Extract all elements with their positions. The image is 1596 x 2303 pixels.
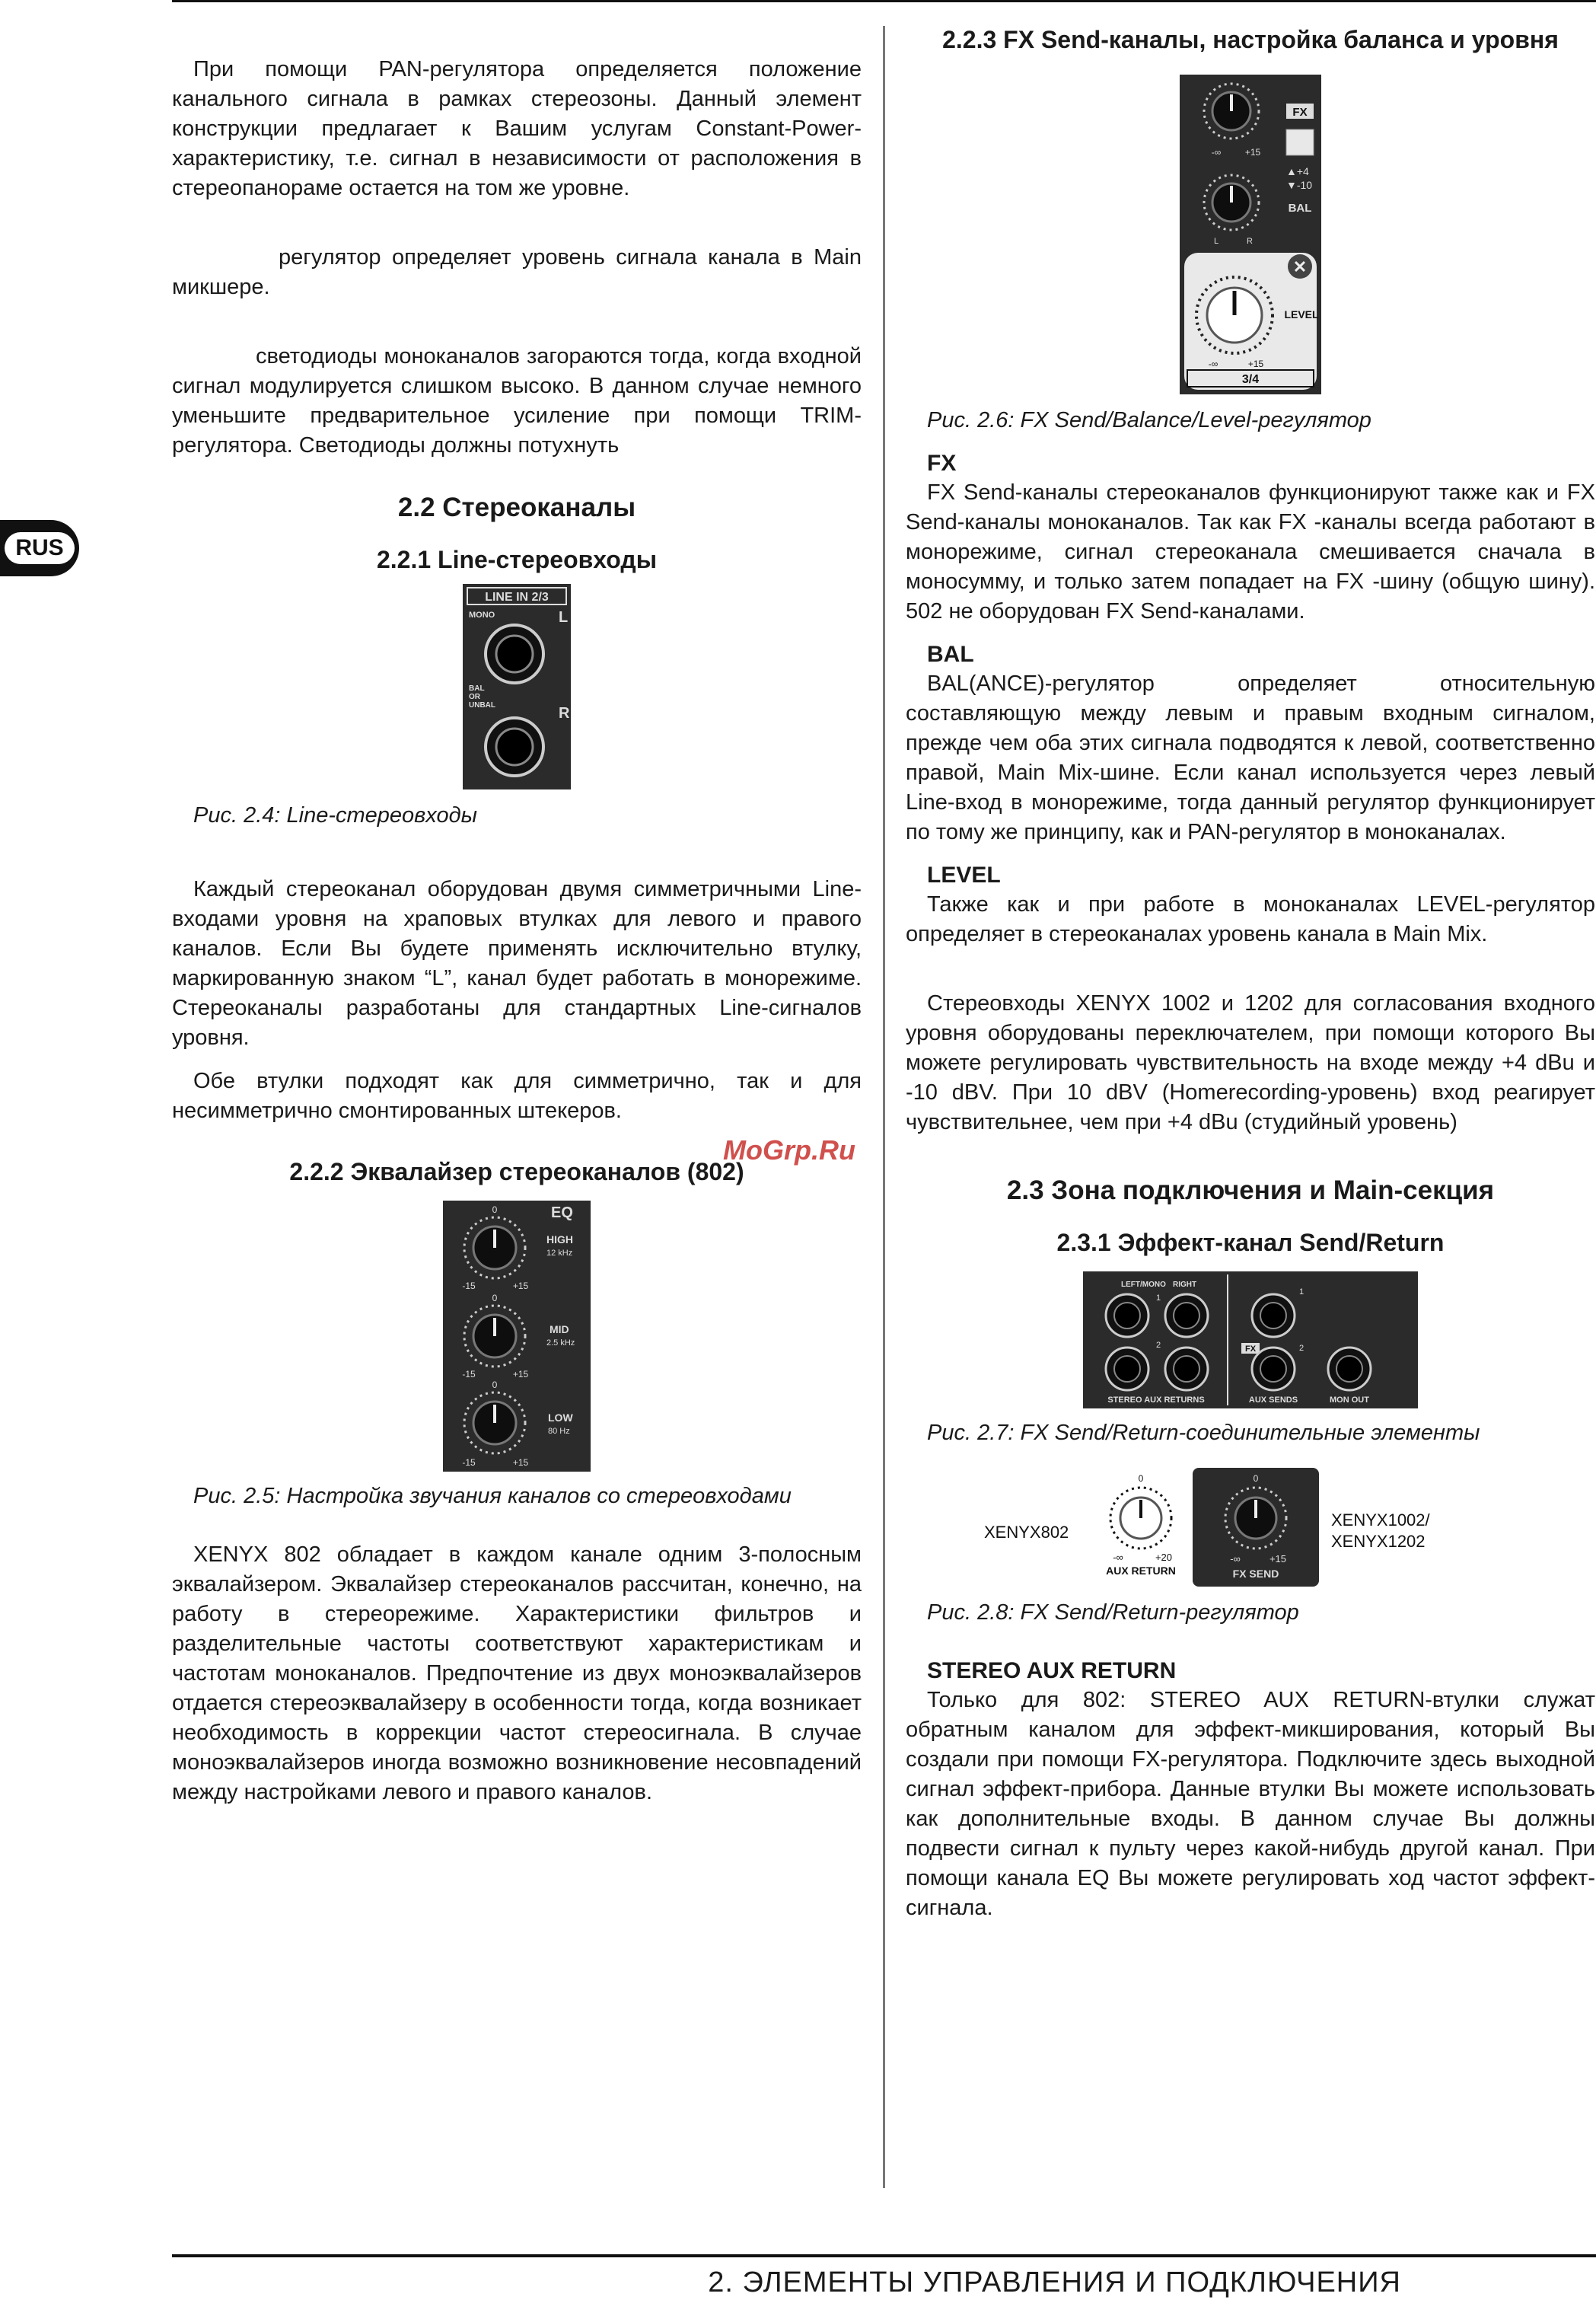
svg-text:R: R (1247, 237, 1253, 246)
high-label: HIGH (546, 1233, 573, 1246)
svg-text:-∞: -∞ (1211, 147, 1222, 158)
svg-text:0: 0 (1138, 1473, 1144, 1484)
top-rule (172, 0, 1596, 2)
level-switch (1286, 129, 1314, 155)
svg-text:1: 1 (1299, 1287, 1305, 1297)
svg-text:-∞: -∞ (1230, 1553, 1241, 1565)
clip-paragraph: светодиоды моноканалов загораются тогда, когда входной сигнал модулируется слишком высоко. В данном случае немного уменьшите предварительное усиление при помощи TRIM-регулятора. Светодиоды должны потухнуть (172, 344, 862, 458)
svg-text:-∞: -∞ (1208, 359, 1219, 369)
high-freq: 12 kHz (546, 1249, 573, 1258)
svg-text:STEREO AUX RETURNS: STEREO AUX RETURNS (1107, 1396, 1205, 1405)
level-paragraph: регулятор определяет уровень сигнала канала в Main микшере. (172, 245, 862, 299)
stereo-aux-paragraph: Только для 802: STEREO AUX RETURN-втулки служат обратным каналом для эффект-микширования, который Вы создали при помощи FX-регулятора. Подключите здесь выходной сигнал эффект-прибора. Данные втулки Вы можете использовать как дополнительные входы. В данном случае Вы должны подвести сигнал к пульту через какой-нибудь другой канал. При помощи канала EQ Вы можете регулировать ход частот эффект-сигнала. (906, 1688, 1595, 1920)
svg-text:▲+4: ▲+4 (1286, 165, 1309, 177)
line-stereo-inputs-figure (463, 584, 571, 789)
xenyx1202-label: XENYX1202 (1331, 1532, 1426, 1551)
language-label: RUS (5, 532, 74, 564)
stereo-eq-figure (443, 1201, 591, 1472)
svg-text:▼-10: ▼-10 (1286, 179, 1313, 191)
stereo-aux-heading: STEREO AUX RETURN (927, 1658, 1177, 1683)
fig-2-6-caption: Рис. 2.6: FX Send/Balance/Level-регулятор (927, 408, 1371, 432)
svg-text:0: 0 (492, 1204, 498, 1215)
svg-text:+15: +15 (512, 1281, 529, 1291)
fig-2-8-caption: Рис. 2.8: FX Send/Return-регулятор (927, 1600, 1299, 1625)
left-column (172, 55, 862, 1807)
svg-text:+15: +15 (512, 1457, 529, 1468)
pan-paragraph: При помощи PAN-регулятора определяется положение канального сигнала в рамках стереозоны. Данный элемент конструкции предлагает к Вашим услугам Constant-Power-характеристику, т.е. сигнал в независимости от расположения в стереопанораме остается на том же уровне. (172, 57, 862, 200)
stereo-inputs-paragraph: Стереовходы XENYX 1002 и 1202 для согласования входного уровня оборудованы переключателем, при помощи которого Вы можете регулировать чувствительность на входе между +4 dBu и -10 dBV. При 10 dBV (Homerecording-уровень) вход реагирует чувствительнее, чем при +4 dBu (студийный уровень) (906, 991, 1595, 1134)
low-freq: 80 Hz (548, 1427, 570, 1436)
fx-bal-level-figure (1180, 75, 1321, 394)
fx-label: FX (1292, 106, 1308, 119)
bal-label-3: UNBAL (469, 701, 495, 710)
svg-text:AUX RETURN: AUX RETURN (1106, 1565, 1176, 1577)
watermark: MoGrp.Ru (723, 1134, 855, 1166)
svg-text:+15: +15 (1269, 1553, 1287, 1565)
svg-text:1: 1 (1156, 1293, 1161, 1303)
mid-label: MID (550, 1323, 569, 1335)
svg-text:FX SEND: FX SEND (1232, 1568, 1279, 1580)
bal-label-2: OR (469, 693, 480, 701)
bal-label-1: BAL (469, 684, 485, 693)
level-paragraph-right: Также как и при работе в моноканалах LEVEL-регулятор определяет в стереоканалах уровень канала в Main Mix. (906, 892, 1595, 946)
xenyx802-label: XENYX802 (984, 1523, 1069, 1542)
svg-text:RIGHT: RIGHT (1173, 1281, 1197, 1289)
section-2-2-1-title: 2.2.1 Line-стереовходы (376, 546, 658, 573)
fig-2-5-caption: Рис. 2.5: Настройка звучания каналов со стереовходами (193, 1484, 792, 1508)
fig-2-4-caption: Рис. 2.4: Line-стереовходы (193, 803, 477, 828)
section-2-3-title: 2.3 Зона подключения и Main-секция (1006, 1175, 1495, 1205)
svg-text:L: L (1213, 237, 1219, 246)
svg-text:AUX SENDS: AUX SENDS (1248, 1396, 1298, 1405)
svg-text:2: 2 (1299, 1344, 1305, 1353)
svg-text:0: 0 (492, 1380, 498, 1390)
fx-heading: FX (927, 451, 957, 476)
bal-heading: BAL (927, 642, 974, 667)
eq-label: EQ (551, 1204, 573, 1221)
mono-label: MONO (469, 611, 495, 620)
channel-label: 3/4 (1241, 373, 1260, 386)
bottom-rule (172, 2254, 1596, 2257)
right-column (906, 24, 1595, 1923)
aux-return-knob (1106, 1473, 1176, 1577)
svg-text:-∞: -∞ (1113, 1552, 1123, 1563)
jacks-paragraph: Обе втулки подходят как для симметрично, так и для несимметрично смонтированных штекеров. (172, 1069, 862, 1123)
section-2-2-title: 2.2 Стереоканалы (397, 493, 636, 522)
svg-text:✕: ✕ (1292, 257, 1308, 276)
svg-text:-15: -15 (462, 1457, 476, 1468)
level-heading: LEVEL (927, 863, 1001, 888)
svg-text:+15: +15 (512, 1369, 529, 1380)
bal-paragraph: BAL(ANCE)-регулятор определяет относительную составляющую между левым и правым входным сигналом, прежде чем оба этих сигнала подводятся к левой, соответственно правой, Main Mix-шине. Если канал используется через левый Line-вход в монорежиме, тогда данный регулятор функционирует по тому же принципу, как и PAN-регулятор в моноканалах. (906, 671, 1595, 844)
section-2-2-2-title: 2.2.2 Эквалайзер стереоканалов (802) (289, 1158, 744, 1185)
left-label: L (559, 609, 569, 626)
panel-label: LINE IN 2/3 (485, 591, 549, 604)
svg-text:+20: +20 (1155, 1552, 1173, 1563)
low-label: LOW (548, 1411, 573, 1424)
svg-text:+15: +15 (1247, 359, 1264, 369)
fx-paragraph: FX Send-каналы стереоканалов функционируют также как и FX Send-каналы моноканалов. Так как FX -каналы всегда работают в монорежиме, сигнал стереоканала смешивается сначала в моносумму, и только затем попадает на FX -шину (общую шину). 502 не оборудован FX Send-каналами. (906, 480, 1595, 624)
bal-label: BAL (1288, 202, 1312, 215)
fx-send-return-knob-figure (984, 1468, 1517, 1587)
svg-text:-15: -15 (462, 1281, 476, 1291)
eq-paragraph: XENYX 802 обладает в каждом канале одним 3-полосным эквалайзером. Эквалайзер стереоканалов рассчитан, конечно, на работу в стереорежиме. Характеристики фильтров и разделительные частоты соответствуют характеристикам и частотам моноканалов. Предпочтение из двух моноэквалайзеров отдается стереоэквалайзеру в особенности тогда, когда возникает необходимость в коррекции частот стереосигнала. В случае моноэквалайзеров иногда возможно возникновение несовпадений между настройками левого и правого каналов. (172, 1542, 862, 1804)
level-label: LEVEL (1284, 308, 1319, 321)
page-footer (172, 2263, 1596, 2303)
fx-send-return-connectors-figure (1083, 1271, 1418, 1408)
svg-text:+15: +15 (1244, 147, 1261, 158)
svg-text:0: 0 (1253, 1473, 1259, 1484)
language-tab (0, 520, 79, 576)
svg-text:0: 0 (492, 1293, 498, 1303)
fig-2-7-caption: Рис. 2.7: FX Send/Return-соединительные элементы (927, 1421, 1480, 1445)
footer-title: 2. ЭЛЕМЕНТЫ УПРАВЛЕНИЯ И ПОДКЛЮЧЕНИЯ (708, 2266, 1401, 2298)
line-inputs-paragraph: Каждый стереоканал оборудован двумя симметричными Line-входами уровня на храповых втулках для левого и правого каналов. Если Вы будете применять исключительно втулку, маркированную знаком “L”, канал будет работать в монорежиме. Стереоканалы разработаны для стандартных Line-сигналов уровня. (172, 877, 862, 1050)
right-label: R (559, 705, 570, 722)
svg-text:-15: -15 (462, 1369, 476, 1380)
xenyx1002-label: XENYX1002/ (1331, 1510, 1430, 1529)
svg-text:2: 2 (1156, 1341, 1161, 1350)
svg-text:MON OUT: MON OUT (1330, 1396, 1369, 1405)
section-2-3-1-title: 2.3.1 Эффект-канал Send/Return (1056, 1229, 1445, 1256)
svg-text:LEFT/MONO: LEFT/MONO (1121, 1281, 1166, 1289)
section-2-2-3-title: 2.2.3 FX Send-каналы, настройка баланса и уровня (942, 26, 1559, 53)
mid-freq: 2.5 kHz (546, 1338, 575, 1348)
column-divider (883, 26, 885, 2188)
svg-text:FX: FX (1244, 1344, 1257, 1354)
